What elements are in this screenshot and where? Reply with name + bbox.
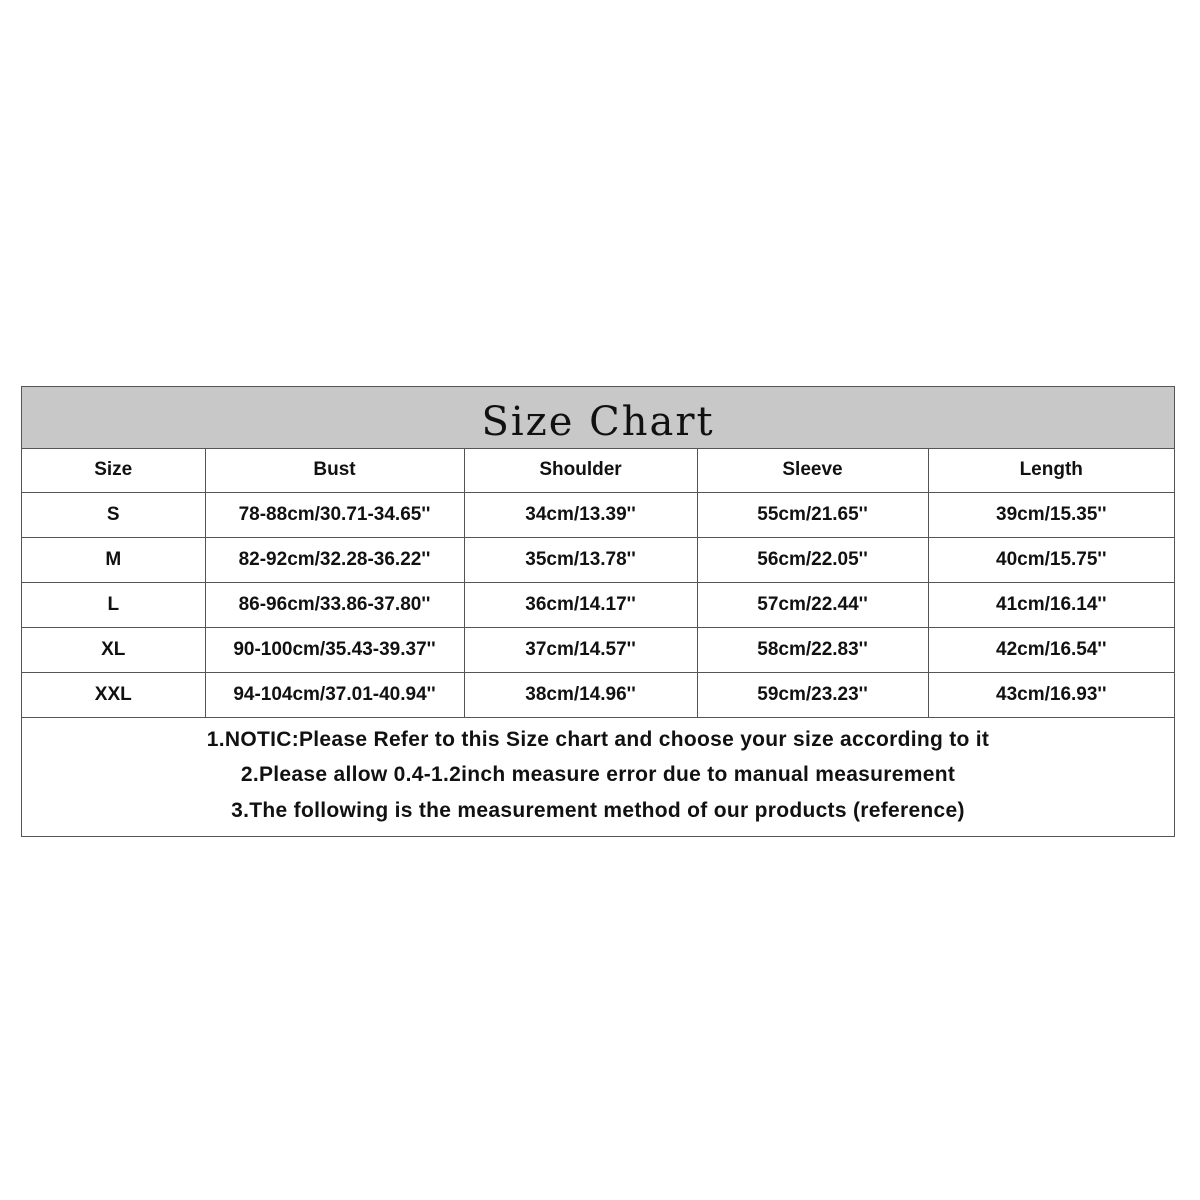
cell-length: 41cm/16.14''	[928, 582, 1174, 627]
cell-shoulder: 36cm/14.17''	[464, 582, 697, 627]
size-chart	[21, 386, 1175, 837]
header-length: Length	[928, 449, 1174, 492]
cell-shoulder: 35cm/13.78''	[464, 537, 697, 582]
cell-size: S	[22, 492, 205, 537]
cell-bust: 82-92cm/32.28-36.22''	[205, 537, 464, 582]
cell-shoulder: 37cm/14.57''	[464, 627, 697, 672]
cell-size: M	[22, 537, 205, 582]
size-table	[22, 449, 1174, 718]
table-row	[22, 672, 1174, 717]
cell-bust: 94-104cm/37.01-40.94''	[205, 672, 464, 717]
cell-size: L	[22, 582, 205, 627]
cell-length: 43cm/16.93''	[928, 672, 1174, 717]
cell-sleeve: 59cm/23.23''	[697, 672, 928, 717]
cell-length: 42cm/16.54''	[928, 627, 1174, 672]
table-row	[22, 537, 1174, 582]
cell-length: 39cm/15.35''	[928, 492, 1174, 537]
header-row	[22, 449, 1174, 492]
cell-sleeve: 56cm/22.05''	[697, 537, 928, 582]
cell-shoulder: 38cm/14.96''	[464, 672, 697, 717]
cell-length: 40cm/15.75''	[928, 537, 1174, 582]
table-row	[22, 627, 1174, 672]
cell-sleeve: 57cm/22.44''	[697, 582, 928, 627]
cell-bust: 86-96cm/33.86-37.80''	[205, 582, 464, 627]
cell-sleeve: 58cm/22.83''	[697, 627, 928, 672]
header-bust: Bust	[205, 449, 464, 492]
table-row	[22, 492, 1174, 537]
header-shoulder: Shoulder	[464, 449, 697, 492]
cell-sleeve: 55cm/21.65''	[697, 492, 928, 537]
table-row	[22, 582, 1174, 627]
note-3: 3.The following is the measurement method of our products (reference)	[231, 798, 965, 822]
note-2: 2.Please allow 0.4-1.2inch measure error due to manual measurement	[240, 763, 956, 786]
cell-size: XL	[22, 627, 205, 672]
notes	[22, 718, 1174, 829]
chart-title: Size Chart	[22, 387, 1174, 449]
cell-bust: 90-100cm/35.43-39.37''	[205, 627, 464, 672]
note-1: 1.NOTIC:Please Refer to this Size chart and choose your size according to it	[206, 727, 990, 751]
header-size: Size	[22, 449, 205, 492]
cell-shoulder: 34cm/13.39''	[464, 492, 697, 537]
cell-size: XXL	[22, 672, 205, 717]
header-sleeve: Sleeve	[697, 449, 928, 492]
cell-bust: 78-88cm/30.71-34.65''	[205, 492, 464, 537]
